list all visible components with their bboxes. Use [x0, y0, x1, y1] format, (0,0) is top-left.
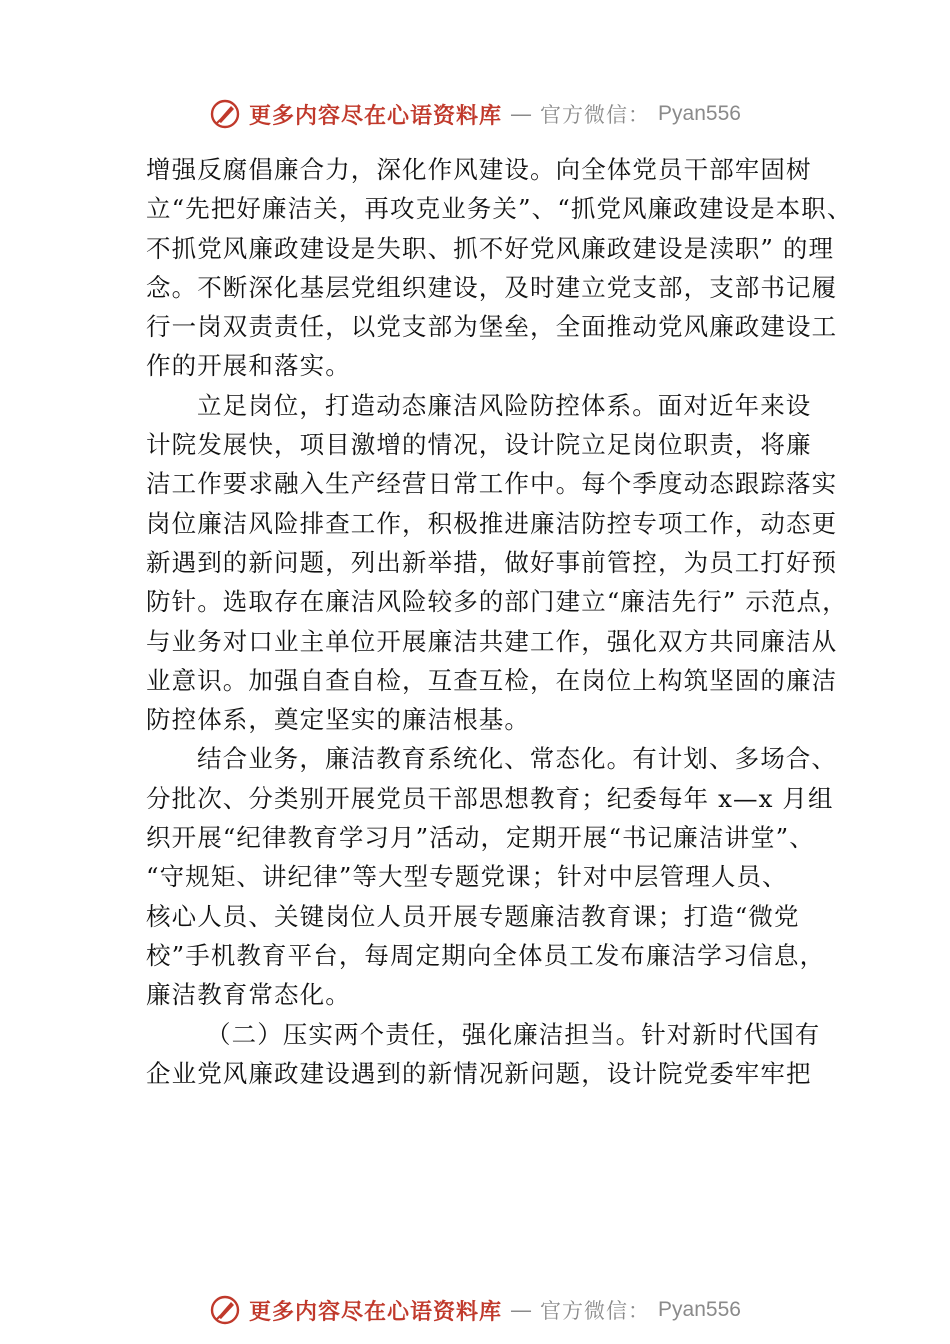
text-line: 计院发展快，项目激增的情况，设计院立足岗位职责，将廉: [146, 430, 812, 460]
watermark-wechat-id: Pyan556: [658, 102, 741, 125]
text-line: 核心人员、关键岗位人员开展专题廉洁教育课；打造“微党: [146, 901, 800, 931]
text-line: 廉洁教育常态化。: [146, 980, 351, 1010]
text-line: 增强反腐倡廉合力，深化作风建设。向全体党员干部牢固树: [146, 155, 812, 184]
quill-circle-icon: [209, 1294, 241, 1326]
section-heading-line: （二）压实两个责任，强化廉洁担当。针对新时代国有: [206, 1019, 821, 1049]
watermark-wechat-id: Pyan556: [658, 1298, 741, 1321]
footer-watermark: [0, 1290, 950, 1330]
text-line: 新遇到的新问题，列出新举措，做好事前管控，为员工打好预: [146, 547, 838, 577]
watermark-wechat-label: 官方微信：: [540, 103, 651, 127]
header-watermark: [0, 94, 950, 134]
quill-circle-icon: [209, 98, 241, 130]
text-line: 立“先把好廉洁关，再攻克业务关”、“抓党风廉政建设是本职、: [146, 194, 853, 224]
watermark-separator: —: [510, 101, 533, 127]
text-line: 织开展“纪律教育学习月”活动，定期开展“书记廉洁讲堂”、: [146, 823, 815, 853]
text-line: 与业务对口业主单位开展廉洁共建工作，强化双方共同廉洁从: [146, 626, 838, 656]
text-line: 校”手机教育平台，每周定期向全体员工发布廉洁学习信息，: [146, 940, 826, 970]
text-line: 洁工作要求融入生产经营日常工作中。每个季度动态跟踪落实: [146, 469, 838, 499]
text-line: 岗位廉洁风险排查工作，积极推进廉洁防控专项工作，动态更: [146, 508, 838, 538]
text-line: 企业党风廉政建设遇到的新情况新问题，设计院党委牢牢把: [146, 1058, 812, 1088]
paragraph-first-line: 结合业务，廉洁教育系统化、常态化。有计划、多场合、: [197, 744, 837, 774]
document-body: [146, 150, 853, 1093]
text-line: 防针。选取存在廉洁风险较多的部门建立“廉洁先行” 示范点，: [146, 587, 848, 617]
text-line: “守规矩、讲纪律”等大型专题党课；针对中层管理人员、: [146, 862, 788, 892]
paragraph-first-line: 立足岗位，打造动态廉洁风险防控体系。面对近年来设: [197, 390, 812, 420]
watermark-title: 更多内容尽在心语资料库: [249, 102, 503, 129]
text-line: 念。不断深化基层党组织建设，及时建立党支部，支部书记履: [146, 272, 838, 302]
watermark-wechat-label: 官方微信：: [540, 1299, 651, 1323]
text-line: 业意识。加强自查自检，互查互检，在岗位上构筑坚固的廉洁: [146, 665, 838, 695]
watermark-separator: —: [510, 1297, 533, 1323]
text-line: 行一岗双责责任，以党支部为堡垒，全面推动党风廉政建设工: [146, 312, 838, 342]
watermark-title: 更多内容尽在心语资料库: [249, 1298, 503, 1325]
text-line: 作的开展和落实。: [146, 351, 351, 381]
text-line: 分批次、分类别开展党员干部思想教育；纪委每年 x—x 月组: [146, 783, 834, 813]
text-line: 防控体系，奠定坚实的廉洁根基。: [146, 705, 530, 735]
text-line: 不抓党风廉政建设是失职、抓不好党风廉政建设是渎职” 的理: [146, 233, 835, 263]
